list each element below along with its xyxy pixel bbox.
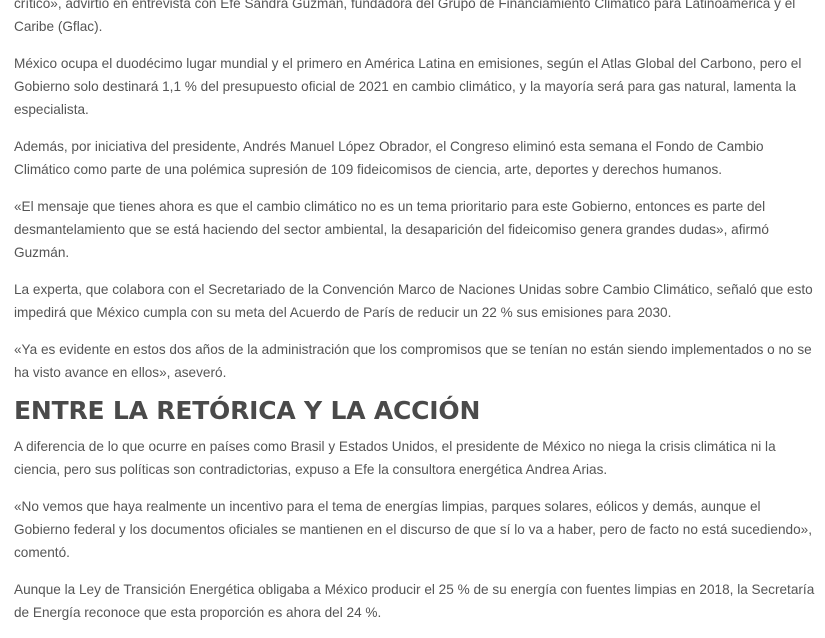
- paragraph: La experta, que colabora con el Secretariado de la Convención Marco de Naciones Unidas sobre Cambio Climático, señaló que esto impedirá que México cumpla con su meta del Acuerdo de París de reducir un 22 % sus emisiones para 2030.: [14, 282, 813, 320]
- paragraph: «Ya es evidente en estos dos años de la administración que los compromisos que se tenían no están siendo implementados o no se ha visto avance en ellos», aseveró.: [14, 342, 812, 380]
- paragraph: Además, por iniciativa del presidente, Andrés Manuel López Obrador, el Congreso eliminó esta semana el Fondo de Cambio Climático como parte de una polémica supresión de 109 fideicomisos de ciencia, arte, deportes y derechos humanos.: [14, 139, 764, 177]
- paragraph: A diferencia de lo que ocurre en países como Brasil y Estados Unidos, el presidente de México no niega la crisis climática ni la ciencia, pero sus políticas son contradictorias, expuso a Efe la consultora energética Andrea Arias.: [14, 439, 776, 477]
- paragraph: «No vemos que haya realmente un incentivo para el tema de energías limpias, parques solares, eólicos y demás, aunque el Gobierno federal y los documentos oficiales se mantienen en el discurso de que sí lo va a haber, pero de facto no está sucediendo», comentó.: [14, 499, 813, 560]
- paragraph: «El mensaje que tienes ahora es que el cambio climático no es un tema prioritario para este Gobierno, entonces es parte del desmantelamiento que se está haciendo del sector ambiental, la desaparición del fideicomiso genera grandes dudas», afirmó Guzmán.: [14, 199, 769, 260]
- paragraph: crítico», advirtió en entrevista con Efe Sandra Guzmán, fundadora del Grupo de Financiamiento Climático para Latinoamérica y el Caribe (Gflac).: [14, 0, 796, 34]
- section-heading: ENTRE LA RETÓRICA Y LA ACCIÓN: [14, 396, 481, 425]
- paragraph: México ocupa el duodécimo lugar mundial y el primero en América Latina en emisiones, según el Atlas Global del Carbono, pero el Gobierno solo destinará 1,1 % del presupuesto oficial de 2021 en cambio climático, y la mayoría será para gas natural, lamenta la especialista.: [14, 56, 802, 117]
- article-body: [14, 0, 820, 638]
- paragraph: Aunque la Ley de Transición Energética obligaba a México producir el 25 % de su energía con fuentes limpias en 2018, la Secretaría de Energía reconoce que esta proporción es ahora del 24 %.: [14, 582, 815, 620]
